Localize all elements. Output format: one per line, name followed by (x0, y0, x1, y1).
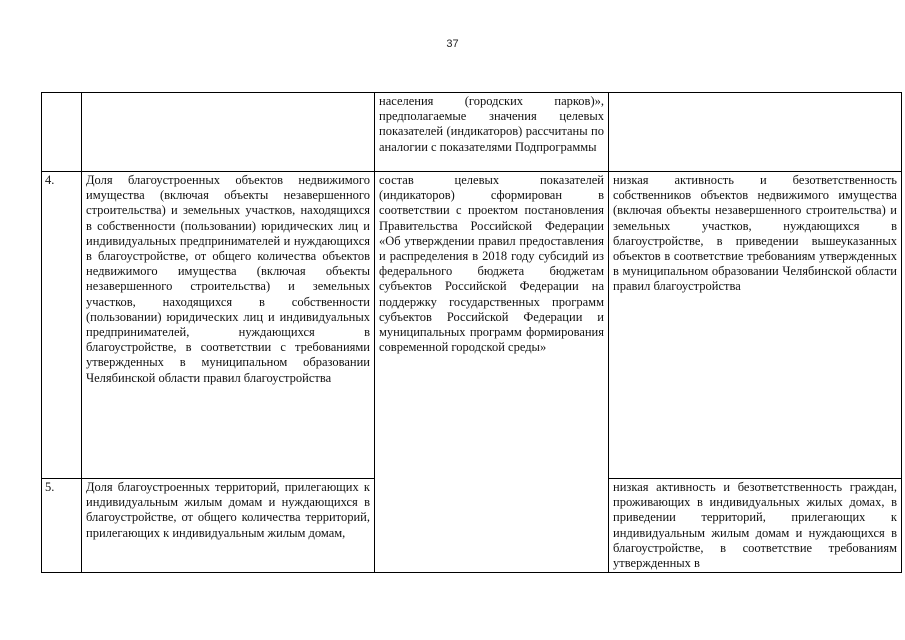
risk-cell: низкая активность и безответственность собственников объектов недвижимого имущества (включая объекты незавершенного строительства) и земельных участков, нуждающихся в благоустройстве, в приведении вышеуказанных объектов в соответствие требованиям утвержденных в муниципальном образовании Челябинской области правил благоустройства (609, 172, 902, 479)
page-number: 37 (446, 38, 459, 50)
row-number-cell: 5. (42, 479, 82, 573)
risk-cell: низкая активность и безответственность граждан, проживающих в индивидуальных жилых домах, в приведении территорий, прилегающих к индивидуальным жилым домам и нуждающихся в благоустройстве, в соответствие требованиям утвержденных в (609, 479, 902, 573)
method-cell: состав целевых показателей (индикаторов) сформирован в соответствии с проектом постановления Правительства Российской Федерации «Об утверждении правил предоставления и распределения в 2018 году субсидий из федерального бюджета бюджетам субъектов Российской Федерации на поддержку государственных программ субъектов Российской Федерации и муниципальных программ формирования современной городской среды» (375, 172, 609, 573)
table-row (42, 172, 902, 479)
method-cell: населения (городских парков)», предполагаемые значения целевых показателей (индикаторов) рассчитаны по аналогии с показателями Подпрограммы (375, 93, 609, 172)
indicator-cell (82, 93, 375, 172)
indicators-table (41, 92, 902, 573)
indicator-cell: Доля благоустроенных объектов недвижимого имущества (включая объекты незавершенного строительства) и земельных участков, находящихся в собственности (пользовании) юридических лиц и индивидуальных предпринимателей и нуждающихся в благоустройстве, от общего количества объектов недвижимого имущества (включая объекты незавершенного строительства) и земельных участков, находящихся в собственности (пользовании) юридических лиц и индивидуальных предпринимателей, нуждающихся в благоустройстве, в соответствии с требованиями утвержденных в муниципальном образовании Челябинской области правил благоустройства (82, 172, 375, 479)
row-number-cell: 4. (42, 172, 82, 479)
indicator-cell: Доля благоустроенных территорий, прилегающих к индивидуальным жилым домам и нуждающихся в благоустройстве, от общего количества территорий, прилегающих к индивидуальным жилым домам, (82, 479, 375, 573)
risk-cell (609, 93, 902, 172)
table-row-continuation (42, 93, 902, 172)
row-number-cell (42, 93, 82, 172)
